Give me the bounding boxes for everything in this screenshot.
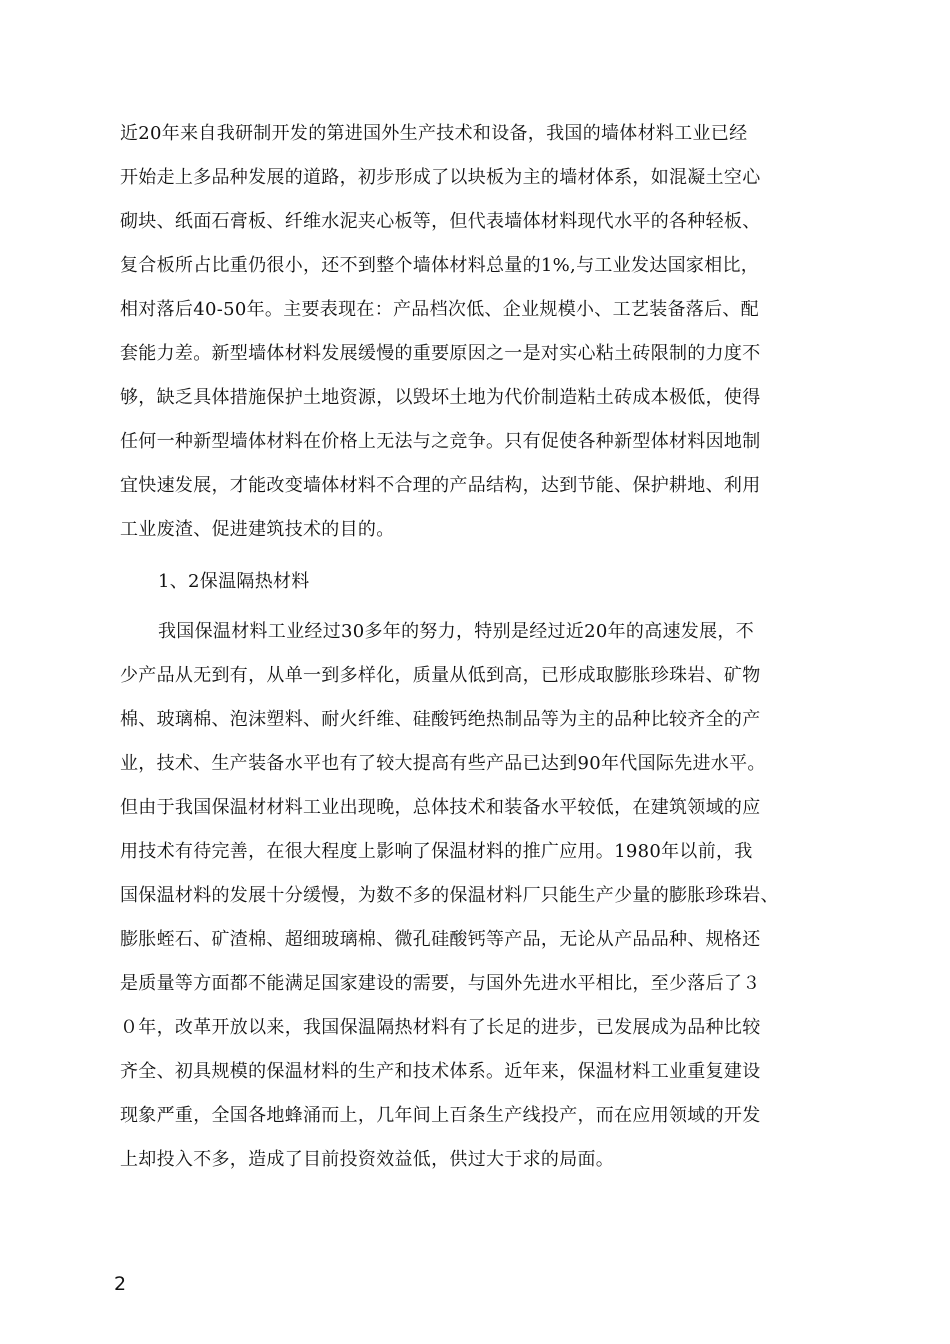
paragraph-line: 开始走上多品种发展的道路，初步形成了以块板为主的墙材体系，如混凝土空心 [120,167,761,188]
page-number: 2 [114,1273,127,1295]
paragraph-line: 够，缺乏具体措施保护土地资源，以毁坏土地为代价制造粘土砖成本极低，使得 [120,387,761,408]
paragraph-line: 齐全、初具规模的保温材料的生产和技术体系。近年来，保温材料工业重复建设 [120,1061,761,1082]
paragraph-line: 但由于我国保温材材料工业出现晚，总体技术和装备水平较低，在建筑领域的应 [120,797,761,818]
paragraph-line: 棉、玻璃棉、泡沫塑料、耐火纤维、硅酸钙绝热制品等为主的品种比较齐全的产 [120,709,761,730]
paragraph-line: 套能力差。新型墙体材料发展缓慢的重要原因之一是对实心粘土砖限制的力度不 [120,343,761,364]
paragraph-line: 我国保温材料工业经过30多年的努力，特别是经过近20年的高速发展，不 [158,621,755,642]
paragraph-line: ０年，改革开放以来，我国保温隔热材料有了长足的进步，已发展成为品种比较 [120,1017,761,1038]
paragraph-line: 现象严重，全国各地蜂涌而上，几年间上百条生产线投产，而在应用领域的开发 [120,1105,761,1126]
paragraph-line: 相对落后40-50年。主要表现在：产品档次低、企业规模小、工艺装备落后、配 [120,299,759,320]
paragraph-line: 复合板所占比重仍很小，还不到整个墙体材料总量的1%,与工业发达国家相比， [120,255,760,276]
paragraph-line: 业，技术、生产装备水平也有了较大提高有些产品已达到90年代国际先进水平。 [120,753,766,774]
paragraph-line: 膨胀蛭石、矿渣棉、超细玻璃棉、微孔硅酸钙等产品，无论从产品品种、规格还 [120,929,761,950]
paragraph-line: 少产品从无到有，从单一到多样化，质量从低到高，已形成取膨胀珍珠岩、矿物 [120,665,761,686]
paragraph-line: 近20年来自我研制开发的第进国外生产技术和设备，我国的墙体材料工业已经 [120,123,748,144]
paragraph-line: 砌块、纸面石膏板、纤维水泥夹心板等，但代表墙体材料现代水平的各种轻板、 [120,211,761,232]
section-heading: 1、2保温隔热材料 [158,571,310,592]
paragraph-line: 工业废渣、促进建筑技术的目的。 [120,519,395,540]
paragraph-line: 国保温材料的发展十分缓慢，为数不多的保温材料厂只能生产少量的膨胀珍珠岩、 [120,885,779,906]
paragraph-line: 用技术有待完善，在很大程度上影响了保温材料的推广应用。1980年以前，我 [120,841,753,862]
paragraph-line: 是质量等方面都不能满足国家建设的需要，与国外先进水平相比，至少落后了３ [120,973,761,994]
paragraph-line: 任何一种新型墙体材料在价格上无法与之竞争。只有促使各种新型体材料因地制 [120,431,761,452]
paragraph-line: 上却投入不多，造成了目前投资效益低，供过大于求的局面。 [120,1149,615,1170]
paragraph-line: 宜快速发展，才能改变墙体材料不合理的产品结构，达到节能、保护耕地、利用 [120,475,761,496]
